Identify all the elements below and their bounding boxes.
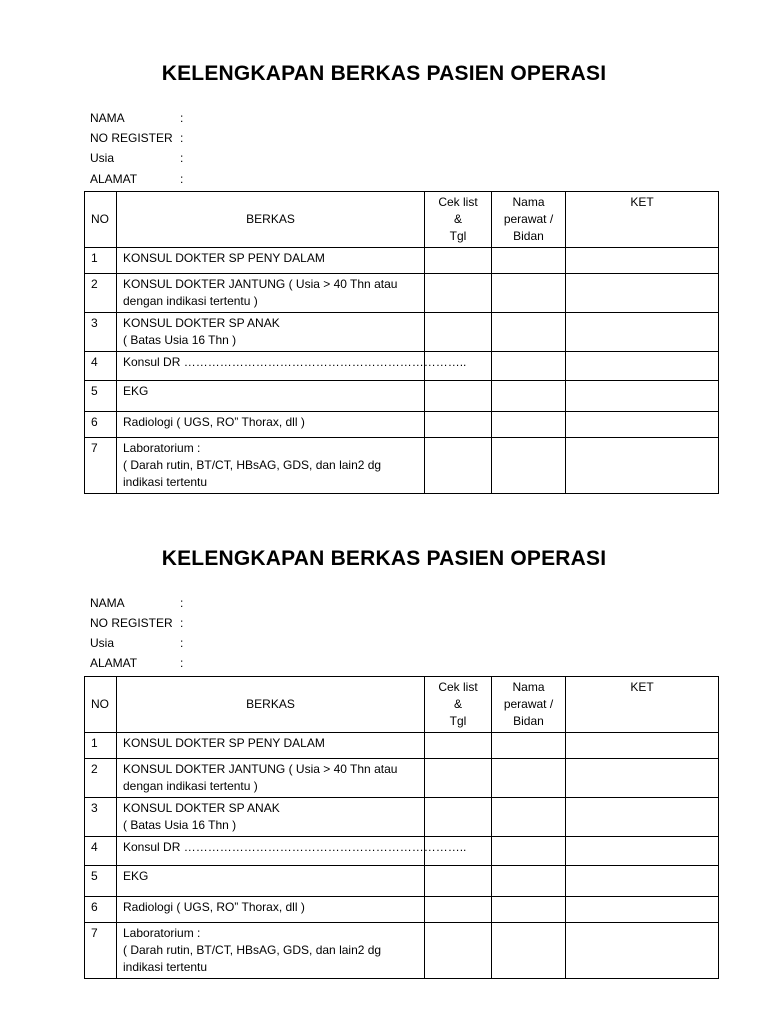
header-cek-list (425, 192, 492, 248)
row-nama-cell[interactable] (492, 733, 566, 759)
header-nama-line: perawat / (503, 212, 554, 226)
berkas-line: EKG (123, 384, 149, 398)
field-colon: : (180, 656, 184, 670)
row-nama-cell[interactable] (492, 438, 566, 494)
table-row (85, 352, 719, 381)
row-ket-cell[interactable] (566, 313, 719, 352)
table-row (85, 923, 719, 979)
header-nama-line: Nama (512, 195, 545, 209)
table-row (85, 313, 719, 352)
row-no: 1 (85, 248, 117, 274)
table-row (85, 248, 719, 274)
header-cek-line: Cek list (438, 680, 478, 694)
header-ket: KET (566, 192, 719, 248)
berkas-line: dengan indikasi tertentu ) (123, 294, 258, 308)
berkas-line: KONSUL DOKTER JANTUNG ( Usia > 40 Thn atau (123, 762, 398, 776)
row-ket-cell[interactable] (566, 798, 719, 837)
field-label: NO REGISTER (90, 131, 173, 145)
berkas-table (84, 676, 719, 979)
header-cek-line: Cek list (438, 195, 478, 209)
row-cek-cell[interactable] (425, 381, 492, 412)
row-ket-cell[interactable] (566, 274, 719, 313)
row-nama-cell[interactable] (492, 897, 566, 923)
row-ket-cell[interactable] (566, 438, 719, 494)
field-no-register (90, 613, 190, 633)
table-row (85, 733, 719, 759)
table-header-row (85, 677, 719, 733)
berkas-line: indikasi tertentu (123, 475, 208, 489)
berkas-line: KONSUL DOKTER SP PENY DALAM (123, 736, 325, 750)
row-berkas (117, 837, 467, 866)
row-ket-cell[interactable] (566, 412, 719, 438)
header-cek-list (425, 677, 492, 733)
table-row (85, 274, 719, 313)
row-no: 7 (85, 923, 117, 979)
row-cek-cell[interactable] (425, 412, 492, 438)
header-nama-line: Bidan (513, 714, 544, 728)
berkas-line: Konsul DR …………………………………………………………….. (123, 840, 467, 854)
row-cek-cell[interactable] (425, 733, 492, 759)
header-cek-line: & (453, 697, 462, 711)
row-no: 5 (85, 381, 117, 412)
row-berkas (117, 897, 425, 923)
row-no: 2 (85, 274, 117, 313)
row-nama-cell[interactable] (492, 274, 566, 313)
row-berkas (117, 923, 425, 979)
row-no: 5 (85, 866, 117, 897)
berkas-line: KONSUL DOKTER SP ANAK (123, 316, 280, 330)
row-ket-cell[interactable] (566, 837, 719, 866)
header-nama-line: Bidan (513, 229, 544, 243)
field-colon: : (180, 596, 184, 610)
berkas-line: dengan indikasi tertentu ) (123, 779, 258, 793)
table-header-row (85, 192, 719, 248)
row-no: 1 (85, 733, 117, 759)
row-cek-cell[interactable] (425, 897, 492, 923)
row-berkas (117, 798, 425, 837)
field-label: NO REGISTER (90, 616, 173, 630)
berkas-line: KONSUL DOKTER SP ANAK (123, 801, 280, 815)
table-row (85, 412, 719, 438)
row-no: 6 (85, 897, 117, 923)
header-nama-line: Nama (512, 680, 545, 694)
row-berkas (117, 866, 425, 897)
field-label: NAMA (90, 111, 125, 125)
table-row (85, 897, 719, 923)
field-alamat (90, 169, 190, 189)
berkas-line: ( Darah rutin, BT/CT, HBsAG, GDS, dan lain2 dg (123, 458, 382, 472)
row-nama-cell[interactable] (492, 381, 566, 412)
field-nama (90, 108, 190, 128)
field-alamat (90, 653, 190, 673)
row-ket-cell[interactable] (566, 248, 719, 274)
row-no: 3 (85, 313, 117, 352)
row-nama-cell[interactable] (492, 248, 566, 274)
header-no: NO (85, 192, 117, 248)
row-berkas (117, 759, 425, 798)
row-berkas (117, 248, 425, 274)
table-row (85, 759, 719, 798)
header-berkas: BERKAS (117, 192, 425, 248)
row-berkas (117, 352, 467, 381)
table-row (85, 381, 719, 412)
table-row (85, 798, 719, 837)
row-ket-cell[interactable] (566, 733, 719, 759)
row-no: 7 (85, 438, 117, 494)
row-no: 3 (85, 798, 117, 837)
row-ket-cell[interactable] (566, 759, 719, 798)
field-colon: : (180, 616, 184, 630)
berkas-line: EKG (123, 869, 149, 883)
berkas-line: ( Batas Usia 16 Thn ) (123, 333, 237, 347)
header-cek-line: Tgl (449, 229, 467, 243)
row-nama-cell[interactable] (492, 866, 566, 897)
row-berkas (117, 274, 425, 313)
header-nama-perawat (492, 677, 566, 733)
field-no-register (90, 128, 190, 148)
header-no: NO (85, 677, 117, 733)
row-ket-cell[interactable] (566, 923, 719, 979)
field-label: Usia (90, 151, 115, 165)
row-no: 6 (85, 412, 117, 438)
row-ket-cell[interactable] (566, 866, 719, 897)
row-cek-cell[interactable] (425, 274, 492, 313)
berkas-line: KONSUL DOKTER SP PENY DALAM (123, 251, 325, 265)
field-label: Usia (90, 636, 115, 650)
berkas-line: ( Darah rutin, BT/CT, HBsAG, GDS, dan lain2 dg (123, 943, 382, 957)
row-ket-cell[interactable] (566, 897, 719, 923)
berkas-line: Konsul DR …………………………………………………………….. (123, 355, 467, 369)
field-colon: : (180, 636, 184, 650)
berkas-line: Laboratorium : (123, 441, 201, 455)
header-nama-perawat (492, 192, 566, 248)
berkas-line: indikasi tertentu (123, 960, 208, 974)
row-cek-cell[interactable] (425, 798, 492, 837)
row-ket-cell[interactable] (566, 352, 719, 381)
row-cek-cell[interactable] (425, 759, 492, 798)
header-ket: KET (566, 677, 719, 733)
row-nama-cell[interactable] (492, 313, 566, 352)
berkas-line: ( Batas Usia 16 Thn ) (123, 818, 237, 832)
row-berkas (117, 733, 425, 759)
field-colon: : (180, 131, 184, 145)
row-nama-cell[interactable] (492, 412, 566, 438)
table-row (85, 438, 719, 494)
header-nama-line: perawat / (503, 697, 554, 711)
field-usia (90, 633, 190, 653)
field-colon: : (180, 111, 184, 125)
berkas-table (84, 191, 719, 494)
berkas-line: Radiologi ( UGS, RO” Thorax, dll ) (123, 415, 305, 429)
row-no: 2 (85, 759, 117, 798)
row-no: 4 (85, 837, 117, 866)
row-cek-cell[interactable] (425, 248, 492, 274)
form-title: KELENGKAPAN BERKAS PASIEN OPERASI (161, 547, 607, 570)
table-row (85, 837, 719, 866)
row-berkas (117, 412, 425, 438)
row-nama-cell[interactable] (492, 923, 566, 979)
field-label: ALAMAT (90, 172, 138, 186)
row-berkas (117, 438, 425, 494)
field-usia (90, 148, 190, 168)
row-nama-cell[interactable] (492, 759, 566, 798)
row-nama-cell[interactable] (492, 798, 566, 837)
field-nama (90, 593, 190, 613)
berkas-line: Laboratorium : (123, 926, 201, 940)
row-nama-cell[interactable] (492, 837, 566, 866)
row-cek-cell[interactable] (425, 866, 492, 897)
row-berkas (117, 313, 425, 352)
berkas-line: Radiologi ( UGS, RO” Thorax, dll ) (123, 900, 305, 914)
row-berkas (117, 381, 425, 412)
row-cek-cell[interactable] (425, 438, 492, 494)
table-row (85, 866, 719, 897)
header-berkas: BERKAS (117, 677, 425, 733)
row-cek-cell[interactable] (425, 313, 492, 352)
berkas-line: KONSUL DOKTER JANTUNG ( Usia > 40 Thn atau (123, 277, 398, 291)
form-title: KELENGKAPAN BERKAS PASIEN OPERASI (161, 62, 607, 85)
field-colon: : (180, 151, 184, 165)
row-ket-cell[interactable] (566, 381, 719, 412)
field-label: ALAMAT (90, 656, 138, 670)
header-cek-line: & (453, 212, 462, 226)
field-label: NAMA (90, 596, 125, 610)
row-no: 4 (85, 352, 117, 381)
row-nama-cell[interactable] (492, 352, 566, 381)
field-colon: : (180, 172, 184, 186)
row-cek-cell[interactable] (425, 923, 492, 979)
header-cek-line: Tgl (449, 714, 467, 728)
